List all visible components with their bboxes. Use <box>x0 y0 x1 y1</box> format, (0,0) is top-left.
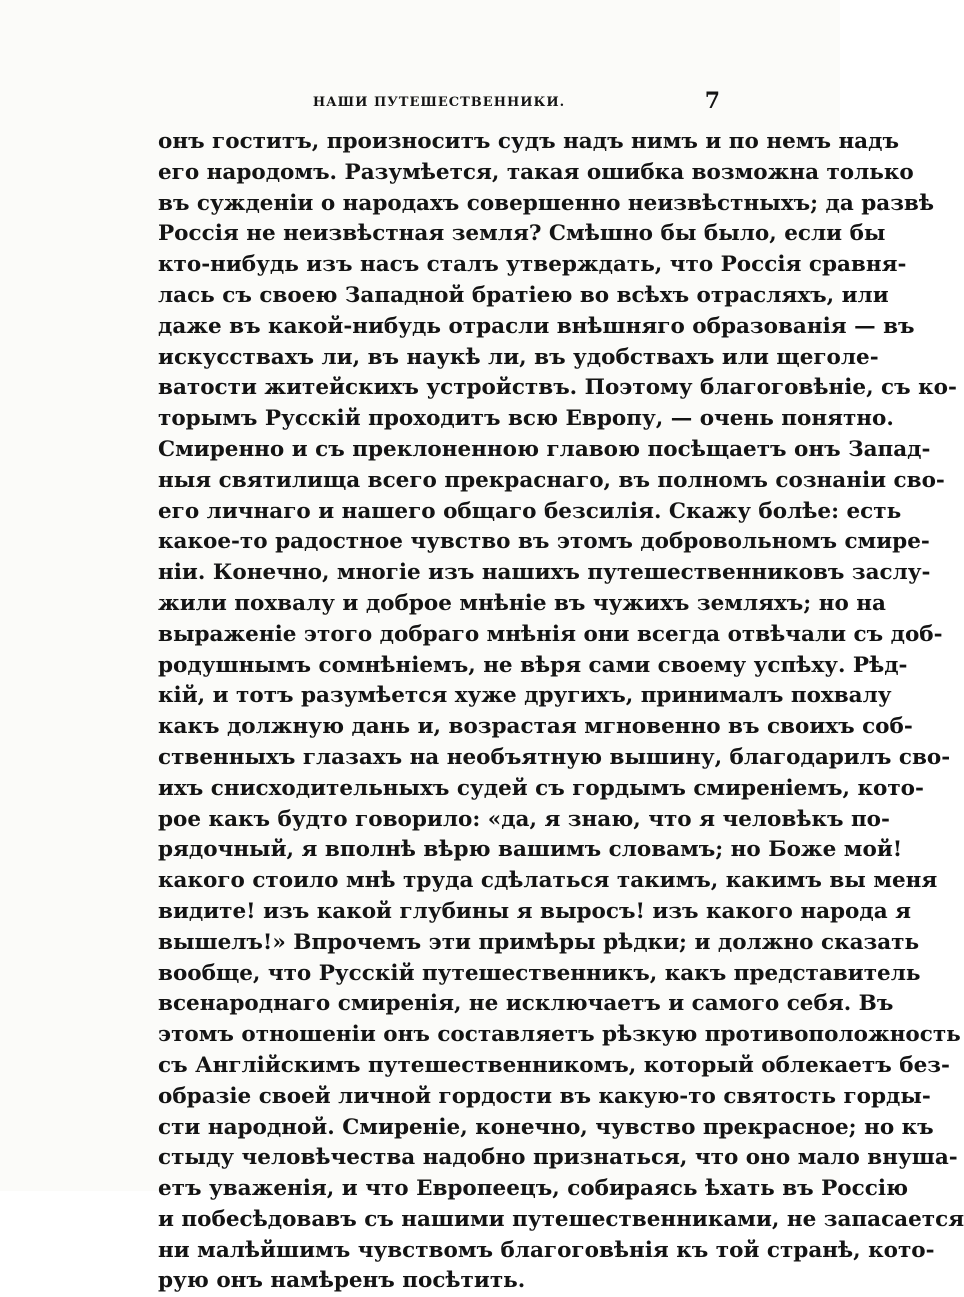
text-line: ихъ снисходительныхъ судей съ гордымъ смиреніемъ, кото- <box>158 775 924 801</box>
text-line-last: рую онъ намѣренъ посѣтить. <box>158 1268 526 1294</box>
text-line: рядочный, я вполнѣ вѣрю вашимъ словамъ; но Боже мой! <box>158 837 903 863</box>
text-line: торымъ Русскій проходитъ всю Европу, — очень понятно. <box>158 406 894 432</box>
text-line: ватости житейскихъ устройствъ. Поэтому благоговѣніе, съ ко- <box>158 375 957 401</box>
text-line: ніи. Конечно, многіе изъ нашихъ путешественниковъ заслу- <box>158 560 931 586</box>
body-text <box>158 127 964 1297</box>
text-line: въ сужденіи о народахъ совершенно неизвѣстныхъ; да развѣ <box>158 190 934 216</box>
text-line: даже въ какой-нибудь отрасли внѣшняго образованія — въ <box>158 313 915 339</box>
text-line: видите! изъ какой глубины я выросъ! изъ какого народа я <box>158 898 912 924</box>
text-line: и побесѣдовавъ съ нашими путешественниками, не запасается <box>158 1206 964 1232</box>
text-line: Россія не неизвѣстная земля? Смѣшно бы было, если бы <box>158 221 886 247</box>
text-line: какъ должную дань и, возрастая мгновенно въ своихъ соб- <box>158 714 913 740</box>
running-title: НАШИ ПУТЕШЕСТВЕННИКИ. <box>312 95 566 110</box>
text-line: этомъ отношеніи онъ составляетъ рѣзкую противоположность <box>158 1022 961 1048</box>
page-number: 7 <box>704 88 720 114</box>
text-line: вообще, что Русскій путешественникъ, какъ представитель <box>158 960 921 986</box>
text-line: образіе своей личной гордости въ какую-то святость горды- <box>158 1083 931 1109</box>
text-line: лась съ своею Западной братіею во всѣхъ отрасляхъ, или <box>158 282 889 308</box>
text-line: выраженіе этого добраго мнѣнія они всегда отвѣчали съ доб- <box>158 621 943 647</box>
text-line: какое-то радостное чувство въ этомъ добровольномъ смире- <box>158 529 930 555</box>
text-line: жили похвалу и доброе мнѣніе въ чужихъ земляхъ; но на <box>158 590 886 616</box>
text-line: искусствахъ ли, въ наукѣ ли, въ удобствахъ или щеголе- <box>158 344 879 370</box>
text-line: родушнымъ сомнѣніемъ, не вѣря сами своему успѣху. Рѣд- <box>158 652 908 678</box>
text-line: Смиренно и съ преклоненною главою посѣщаетъ онъ Запад- <box>158 436 931 462</box>
text-line: вышелъ!» Впрочемъ эти примѣры рѣдки; и должно сказать <box>158 929 920 955</box>
text-line: кто-нибудь изъ насъ сталъ утверждать, что Россія сравня- <box>158 252 907 278</box>
text-line: ни малѣйшимъ чувствомъ благоговѣнія къ той странѣ, кото- <box>158 1237 935 1263</box>
text-line: съ Англійскимъ путешественникомъ, который облекаетъ без- <box>158 1052 950 1078</box>
text-line: ственныхъ глазахъ на необъятную вышину, благодарилъ сво- <box>158 744 951 770</box>
text-line: онъ гоститъ, произноситъ судъ надъ нимъ и по немъ надъ <box>158 129 899 154</box>
text-line: его личнаго и нашего общаго безсилія. Скажу болѣе: есть <box>158 498 902 524</box>
text-line: етъ уваженія, и что Европеецъ, собираясь ѣхать въ Россію <box>158 1176 909 1202</box>
text-line: какого стоило мнѣ труда сдѣлаться такимъ, какимъ вы меня <box>158 868 938 894</box>
running-head <box>158 88 720 116</box>
text-line: стыду человѣчества надобно признаться, что оно мало внуша- <box>158 1145 958 1171</box>
text-line: кій, и тотъ разумѣется хуже другихъ, принималъ похвалу <box>158 683 892 709</box>
text-line: сти народной. Смиреніе, конечно, чувство прекрасное; но къ <box>158 1114 934 1140</box>
text-line: рое какъ будто говорило: «да, я знаю, что я человѣкъ по- <box>158 806 890 832</box>
text-line: ныя святилища всего прекраснаго, въ полномъ сознаніи сво- <box>158 467 945 493</box>
text-line: его народомъ. Разумѣется, такая ошибка возможна только <box>158 159 914 185</box>
text-line: всенароднаго смиренія, не исключаетъ и самого себя. Въ <box>158 991 894 1017</box>
